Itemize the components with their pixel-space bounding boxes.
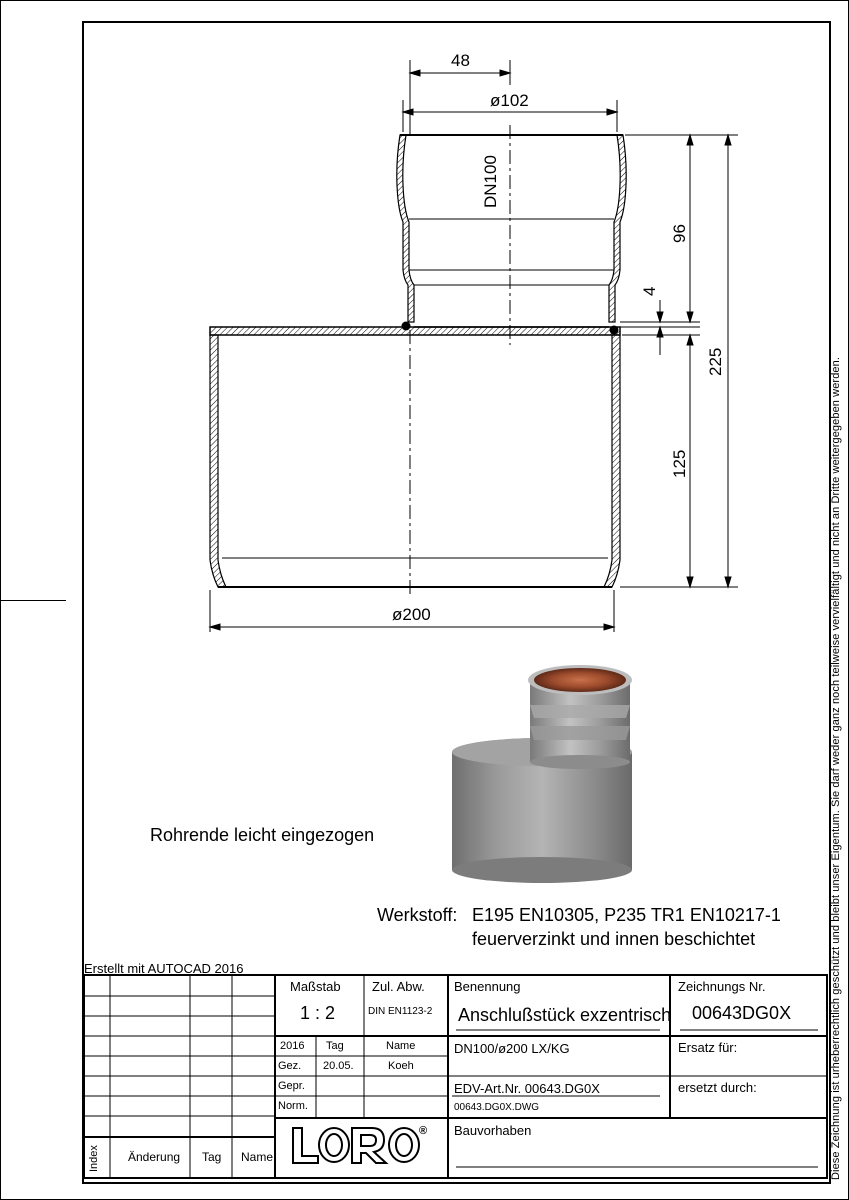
tolerance-value: DIN EN1123-2 (368, 1006, 433, 1017)
designation-label: Benennung (454, 979, 521, 994)
material-label: Werkstoff: (377, 905, 458, 925)
replaced-by-label: ersetzt durch: (678, 1080, 757, 1095)
drawn-label: Gez. (278, 1060, 302, 1072)
scale-value: 1 : 2 (300, 1003, 336, 1023)
scale-label: Maßstab (290, 979, 341, 994)
drawn-date: 20.05. (323, 1060, 354, 1072)
spec-value: DN100/ø200 LX/KG (454, 1041, 570, 1056)
day-header: Tag (326, 1040, 344, 1052)
edp-article: EDV-Art.Nr. 00643.DG0X (454, 1081, 600, 1096)
dim-socket-dn: DN100 (481, 155, 500, 208)
dim-socket-diameter: ø102 (490, 91, 529, 110)
revision-name-header: Name (241, 1150, 274, 1164)
project-label: Bauvorhaben (454, 1123, 532, 1138)
copyright-note: Diese Zeichnung ist urheberrechtlich geschützt und bleibt unser Eigentum. Sie darf weder ganz noch teilweise vervielfältigt und nicht an Dritte weitergegeben werden. (830, 356, 842, 1180)
year: 2016 (280, 1040, 305, 1052)
tolerance-label: Zul. Abw. (372, 979, 425, 994)
name-header: Name (386, 1040, 416, 1052)
dim-offset: 48 (451, 51, 470, 70)
cad-note: Erstellt mit AUTOCAD 2016 (84, 961, 244, 976)
dim-socket-length: 96 (670, 224, 689, 243)
revision-index-header: Index (88, 1145, 100, 1172)
dim-body-diameter: ø200 (392, 605, 431, 624)
material-line-1: E195 EN10305, P235 TR1 EN10217-1 (472, 905, 781, 925)
drawn-name: Koeh (388, 1060, 414, 1072)
dim-body-height: 125 (670, 449, 689, 478)
drawing-number-value: 00643DG0X (692, 1003, 792, 1023)
norm-label: Norm. (278, 1100, 308, 1112)
designation-value: Anschlußstück exzentrisch (458, 1005, 672, 1025)
dwg-file: 00643.DG0X.DWG (454, 1102, 540, 1113)
logo-registered-mark: ® (419, 1125, 428, 1137)
dim-total-height: 225 (706, 347, 725, 376)
material-line-2: feuerverzinkt und innen beschichtet (472, 929, 756, 949)
dim-step: 4 (640, 286, 659, 296)
revision-day-header: Tag (202, 1150, 222, 1164)
pipe-end-note: Rohrende leicht eingezogen (150, 825, 375, 845)
replacement-for-label: Ersatz für: (678, 1040, 738, 1055)
drawing-number-label: Zeichnungs Nr. (678, 979, 766, 994)
checked-label: Gepr. (278, 1080, 305, 1092)
revision-change-header: Änderung (128, 1150, 181, 1164)
loro-logo (293, 1128, 419, 1163)
